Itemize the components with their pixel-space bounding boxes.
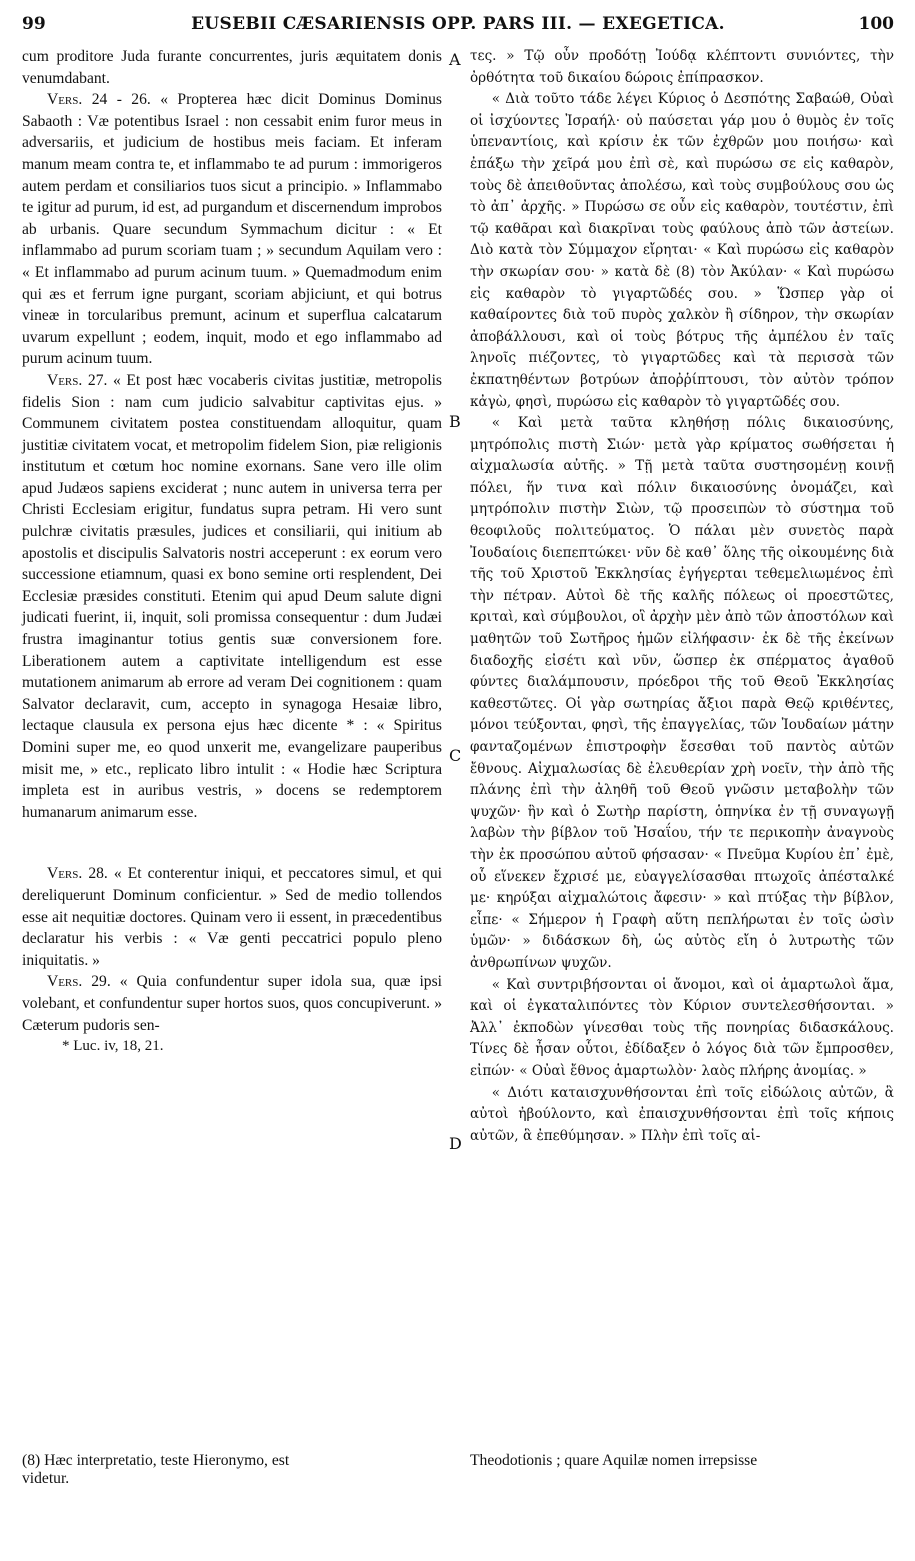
greek-column: [470, 46, 894, 1147]
verse-label: Vers. 29.: [46, 973, 111, 991]
right-page-number: 100: [858, 14, 894, 34]
greek-paragraph: « Καὶ συντριβήσονται οἱ ἄνομοι, καὶ οἱ ἁμαρτωλοὶ ἅμα, καὶ οἱ ἐγκαταλιπόντες τὸν Κύριον συντελεσθήσονται. » Ἀλλ᾽ ἐκποδὼν γίνεσθαι τοὺς τῆς πονηρίας διδασκάλους. Τίνες δὲ ἦσαν οὗτοι, ἐδίδαξεν ὁ λόγος διὰ τῶν ἔμπροσθεν, εἰπών· « Οὐαὶ ἔθνος ἁμαρτωλὸν· λαὸς πλήρης ἀνομίας. »: [470, 976, 894, 1079]
latin-paragraph: [22, 89, 442, 370]
section-marker-d: D: [449, 1134, 462, 1153]
latin-text: « Quia confundentur super idola sua, quæ ipsi volebant, et confundentur super hortos suos, quos concupiverunt. » Cæterum pudoris sen-: [22, 973, 442, 1034]
left-page-number: 99: [22, 14, 46, 34]
latin-paragraph: [22, 971, 442, 1036]
footnote-continuation: videtur.: [22, 1470, 70, 1487]
verse-label: Vers. 27.: [46, 371, 108, 389]
greek-paragraph: « Καὶ μετὰ ταῦτα κληθήσῃ πόλις δικαιοσύνης, μητρόπολις πιστὴ Σιών· μετὰ γὰρ κρίματος σωθήσεται ἡ αἰχμαλωσία αὐτῆς. » Τῇ μετὰ ταῦτα συστησομένῃ κοινῇ πόλει, ἥν τινα καὶ πόλιν δικαιοσύνης ὀνομάζει, καὶ μητρόπολιν πιστὴν Σιὼν, τῷ προσειπὼν τὸ σύστημα τοῦ θεοφιλοῦς πολιτεύματος. Ὁ πάλαι μὲν συνετὸς παρὰ Ἰουδαίοις διεπεπτώκει· νῦν δὲ καθ᾽ ὅλης τῆς οἰκουμένης διὰ τῆς τοῦ Χριστοῦ Ἐκκλησίας ἐγήγερται τεθεμελιωμένος ἐπὶ τὴν πέτραν. Αὐτοὶ δὲ τῆς καλῆς πόλεως οἱ προεστῶτες, κριταὶ, καὶ σύμβουλοι, οἳ ἀρχὴν μὲν ἀπὸ τῶν ἀποστόλων καὶ μαθητῶν τοῦ Σωτῆρος ἡμῶν εἰλήφασιν· ἐκ δὲ τῆς ἐκείνων διαδοχῆς εἰσέτι καὶ νῦν, ὥσπερ ἐκ σπέρματος ἀγαθοῦ φύντες διαλάμπουσιν, πρόεδροι τῆς τοῦ Θεοῦ Ἐκκλησίας καθεστῶτες. Οἱ γὰρ σωτηρίας ἄξιοι παρὰ Θεῷ κριθέντες, μόνοι τεύξονται, φησὶ, τῆς ἐπαγγελίας, τῶν Ἰουδαίων μάτην φανταζομένων ἐπιστροφὴν ἔσεσθαι τοῦ παντὸς αὐτῶν ἔθνους. Αἰχμαλωσίας δὲ ἐλευθερίαν χρὴ νοεῖν, τὴν ἀπὸ τῆς πλάνης ἐπὶ τὴν ἀληθῆ τοῦ Θεοῦ γνῶσιν μεταβολὴν τῶν ψυχῶν· ἣν καὶ ὁ Σωτὴρ παρίστη, ὁπηνίκα ἐν τῇ συναγωγῇ λαβὼν τὴν βίβλον τοῦ Ἠσαΐου, τήν τε περικοπὴν ἀναγνοὺς τὴν ἐκ προσώπου αὐτοῦ φήσασαν· « Πνεῦμα Κυρίου ἐπ᾽ ἐμὲ, οὗ εἵνεκεν ἔχρισέ με, εὐαγγελίσασθαι πτωχοῖς ἀπέσταλκέ με· κηρύξαι αἰχμαλώτοις ἄφεσιν· » καὶ πτύξας τὴν βίβλον, εἶπε· « Σήμερον ἡ Γραφὴ αὕτη πεπλήρωται ἐν τοῖς ὠσὶν ὑμῶν· » διδάσκων δὴ, ὡς αὐτὸς εἴη ὁ λυτρωτὴς τῶν ἀνθρωπίνων ψυχῶν.: [470, 415, 894, 971]
footnote-left: (8) Hæc interpretatio, teste Hieronymo, est: [22, 1452, 290, 1469]
greek-paragraph: « Διὰ τοῦτο τάδε λέγει Κύριος ὁ Δεσπότης Σαβαώθ, Οὐαὶ οἱ ἰσχύοντες Ἰσραήλ· οὐ παύσεται γάρ μου ὁ θυμὸς ἐν τοῖς ὑπεναντίοις, καὶ κρίσιν ἐκ τῶν ἐχθρῶν μου ποιήσω· καὶ ἐπάξω τὴν χεῖρά μου ἐπὶ σὲ, καὶ πυρώσω σε εἰς καθαρὸν, τοὺς δὲ ἀπειθοῦντας ἀπολέσω, καὶ τοὺς συμβούλους σου ὡς τὸ ἀπ᾽ ἀρχῆς. » Πυρώσω σε οὖν εἰς καθαρὸν, τουτέστιν, ἐπὶ τῷ καθᾶραι καὶ διακρῖναι τοὺς φαύλους ἀπὸ τῶν ἀστείων. Διὸ κατὰ τὸν Σύμμαχον εἴρηται· « Καὶ πυρώσω εἰς καθαρὸν τὴν σκωρίαν σου· » κατὰ δὲ (8) τὸν Ἀκύλαν· « Καὶ πυρώσω εἰς καθαρὸν τὸ γιγαρτῶδές σου. » Ὥσπερ γὰρ οἱ καθαίροντες διὰ τοῦ πυρὸς χαλκὸν ἢ σίδηρον, τὴν σκωρίαν ἀποβάλλουσι, καὶ οἱ τοὺς βότρυς τῆς ἀμπέλου ἐν ταῖς ληνοῖς πιέζοντες, τὸ γιγαρτῶδες καὶ τὰ περισσὰ τῶν ἐκπατηθέντων βοτρύων ἀποῤῥίπτουσι, τὸν αὐτὸν τρόπον κἀγὼ, φησὶ, πυρώσω εἰς καθαρὸν τὸ γιγαρτῶδές σου.: [470, 91, 894, 410]
latin-text: « Et conterentur iniqui, et peccatores simul, et qui dereliquerunt Dominum conficientur. » Sed de medio tollendos esse ait nequitiæ doctores. Quinam vero ii essent, in præcedentibus declaratur his verbis : « Væ genti peccatrici populo pleno iniquitatis. »: [22, 865, 442, 969]
section-marker-a: A: [449, 50, 461, 69]
latin-column: [22, 46, 442, 1058]
latin-paragraph: [22, 370, 442, 823]
inline-footnote: * Luc. iv, 18, 21.: [62, 1038, 164, 1055]
verse-label: Vers. 28.: [46, 865, 108, 883]
greek-paragraph: τες. » Τῷ οὖν προδότῃ Ἰούδᾳ κλέπτοντι συνιόντες, τὴν ὀρθότητα τοῦ δικαίου δώροις ἐπίπρασκον.: [470, 48, 894, 86]
running-header: [22, 14, 894, 42]
latin-text: « Propterea hæc dicit Dominus Dominus Sabaoth : Væ potentibus Israel : non cessabit enim furor meus in adversariis, et judicium de hostibus meis faciam. Et inferam manum meam contra te, et inflammabo te ad purum : immorigeros autem perdam et consiliarios tuos sicut a principio. » Inflammabo te igitur ad purum, id est, ad purgandum et discernendum improbos ab urbanis. Quare secundum Symmachum dicitur : « Et inflammabo ad purum scoriam tuam ; » secundum Aquilam vero : « Et inflammabo ad purum acinum tuum. » Quemadmodum enim qui æs et ferrum igne purgant, scoriam abjiciunt, et qui botrus vineæ in torcularibus premunt, acinum et superflua calcatarum uvarum expellunt ; eodem, inquit, modo et ego inflammabo ad purum acinum tuum.: [22, 91, 442, 368]
running-title: EUSEBII CÆSARIENSIS OPP. PARS III. — EXEGETICA.: [191, 14, 725, 34]
page-footnote: [22, 1452, 894, 1488]
latin-text: « Et post hæc vocaberis civitas justitiæ, metropolis fidelis Sion : nam cum judicio salvabitur captivitas ejus. » Communem civitatem postea constituendam alloquitur, quam justitiæ civitatem vocat, et metropolim fidelem Sion, piæ religionis institutum et cœtum hoc nomine exornans. Sane vero ille olim apud Judæos sapiens exciderat ; nunc autem in universa terra per Christi Ecclesiam erigitur, fundatus supra petram. Hi vero sunt pulchræ civitatis præsules, judices et consiliarii, qui initium ab apostolis et discipulis Salvatoris nostri acceperunt : ex eorum vero successione etiamnum, quasi ex bono semine orti resplendent, Dei Ecclesiæ præsides constituti. Etenim qui apud Deum salute digni judicati fuerint, ii, inquit, soli promissa consequentur : dum Judæi frustra imaginantur totius gentis suæ conversionem fore. Liberationem autem a captivitate intelligendum est esse mutationem animarum ab errore ad veram Dei cognitionem : quam Salvator declaravit, cum, accepto in synagoga Hesaiæ libro, lectaque clausula ex persona ejus hæc dicente * : « Spiritus Domini super me, eo quod unxerit me, evangelizare pauperibus misit me, » etc., replicato libro intulit : « Hodie hæc Scriptura impleta est in auribus vestris, » docens se redemptorem humanarum animarum esse.: [22, 371, 442, 821]
latin-paragraph: [22, 863, 442, 971]
latin-paragraph: cum proditore Juda furante concurrentes, juris æquitatem donis venumdabant.: [22, 48, 442, 87]
section-marker-c: C: [449, 746, 462, 765]
footnote-right: Theodotionis ; quare Aquilæ nomen irrepsisse: [470, 1452, 758, 1469]
greek-paragraph: « Διότι καταισχυνθήσονται ἐπὶ τοῖς εἰδώλοις αὐτῶν, ἃ αὐτοὶ ἠβούλοντο, καὶ ἐπαισχυνθήσονται ἐπὶ τοῖς κήποις αὐτῶν, ἃ ἐπεθύμησαν. » Πλὴν ἐπὶ τοῖς αἰ-: [470, 1084, 894, 1144]
section-marker-b: B: [449, 412, 461, 431]
verse-label: Vers. 24 - 26.: [46, 91, 151, 109]
